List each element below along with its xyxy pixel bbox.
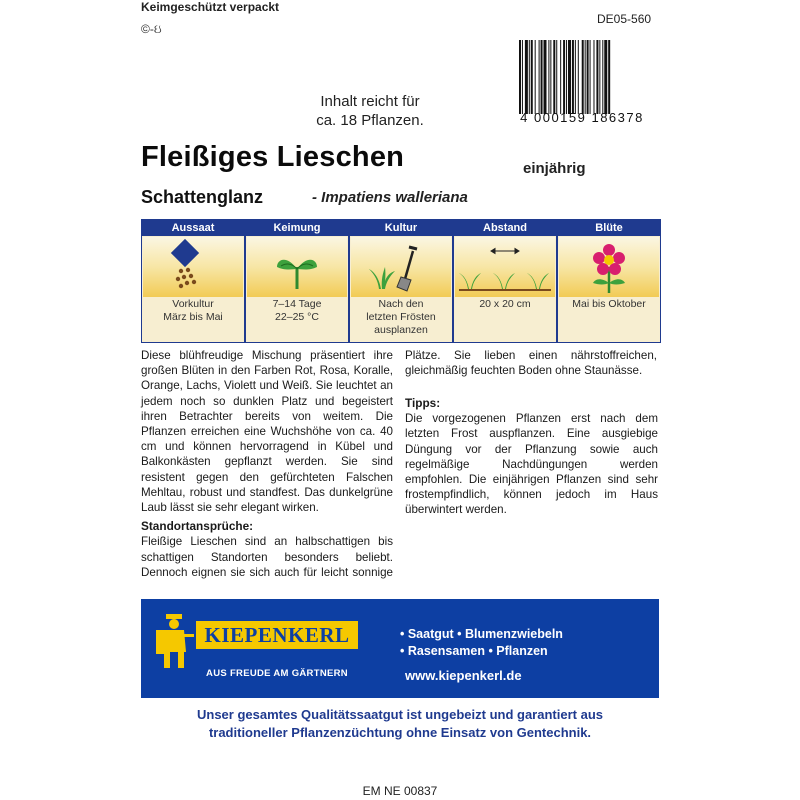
info-box-text-line-1: 20 x 20 cm <box>479 298 531 310</box>
location-text-overflow: Plätze. Sie lieben einen nährstoffreichen, gleichmäßig feuchten Boden ohne Staunässe. <box>405 349 657 378</box>
location-text-continued <box>405 348 658 393</box>
seed-packet-icon <box>143 237 243 297</box>
latin-name: - Impatiens walleriana <box>312 189 468 206</box>
spade-icon <box>351 237 451 297</box>
info-box-text-line-1: Nach den <box>378 298 424 310</box>
spacing-icon <box>455 237 555 297</box>
em-code: EM NE 00837 <box>362 784 438 798</box>
info-box-label: Kultur <box>350 220 452 236</box>
guarantee-note <box>141 706 659 742</box>
brand-list-item: • Saatgut • Blumenzwiebeln <box>400 627 563 641</box>
info-box-text-line-3: ausplanzen <box>374 324 428 336</box>
tips-heading: Tipps: <box>405 396 441 410</box>
brand-list-item: • Rasensamen • Pflanzen <box>400 644 548 658</box>
info-box-label: Aussaat <box>142 220 244 236</box>
description-left-column <box>141 348 393 579</box>
description-right-column <box>405 348 658 518</box>
info-box-abstand <box>453 219 557 343</box>
variety-name: Schattenglanz <box>141 187 264 207</box>
info-box-label: Abstand <box>454 220 556 236</box>
content-note <box>290 92 450 130</box>
brand-tagline: AUS FREUDE AM GÄRTNERN <box>206 668 348 679</box>
info-box-text-line-2: März bis Mai <box>163 311 223 323</box>
keimgeschuetzt-label: Keimgeschützt verpackt <box>141 0 280 14</box>
copyright-mark: ©-ઇ <box>141 22 162 36</box>
location-text: Fleißige Lieschen sind an halbschattigen bis schattigen Standorten besonders beliebt. Dennoch eignen sie sich auch für leicht sonnige <box>141 535 393 579</box>
info-box-kultur <box>349 219 453 343</box>
tips-text: Die vorgezogenen Pflanzen erst nach dem letzten Frost auspflanzen. Eine ausgiebige Düngung vor der Pflanzung sowie auch regelmäßige Nachdüngungen werden empfohlen. Die einjährigen Pflanzen sind sehr frostempfindlich, können jedoch im Haus überwintert werden. <box>405 412 658 517</box>
product-title-suffix: einjährig <box>523 160 586 177</box>
content-note-line-1: Inhalt reicht für <box>320 93 420 110</box>
info-box-text-line-1: Vorkultur <box>172 298 214 310</box>
barcode-number: 4 000159 186378 <box>520 110 644 125</box>
info-box-bluete <box>557 219 661 343</box>
guarantee-line-1: Unser gesamtes Qualitätssaatgut ist ungebeizt und garantiert aus <box>197 707 603 722</box>
sprout-icon <box>247 237 347 297</box>
article-code: DE05-560 <box>597 12 652 26</box>
info-box-label: Blüte <box>558 220 660 236</box>
description-intro: Diese blühfreudige Mischung präsentiert ihre großen Blüten in den Farben Rot, Rosa, Koralle, Orange, Lachs, Violett und Weiß. Sie leuchtet an jedem noch so dunklen Platz und begeistert ihren Betrachter bereits von weitem. Die Pflanzen erreichen eine Wuchshöhe von ca. 40 cm und können hervorragend in Kübel und Balkonkästen gepflanzt werden. Sie sind resistent gegen den gefürchteten Falschen Mehltau, robust und standfest. Das dunkelgrüne Laub lässt sie sehr elegant wirken. <box>141 349 393 515</box>
info-box-aussaat <box>141 219 245 343</box>
brand-url[interactable]: www.kiepenkerl.de <box>405 668 522 683</box>
info-box-text-line-1: Mai bis Oktober <box>572 298 646 310</box>
guarantee-line-2: traditioneller Pflanzenzüchtung ohne Einsatz von Gentechnik. <box>208 725 592 740</box>
barcode <box>519 40 653 114</box>
info-box-text-line-2: 22–25 °C <box>275 311 319 323</box>
brand-name: KIEPENKERL <box>196 621 358 649</box>
info-box-label: Keimung <box>246 220 348 236</box>
info-box-text-line-1: 7–14 Tage <box>272 298 322 310</box>
flower-icon <box>559 237 659 297</box>
product-title: Fleißiges Lieschen <box>141 141 405 173</box>
brand-product-list <box>400 626 563 660</box>
info-box-text-line-2: letzten Frösten <box>366 311 436 323</box>
location-heading: Standortansprüche: <box>141 519 254 534</box>
content-note-line-2: ca. 18 Pflanzen. <box>316 112 424 129</box>
info-box-keimung <box>245 219 349 343</box>
kiepenkerl-figure-icon <box>152 612 196 672</box>
